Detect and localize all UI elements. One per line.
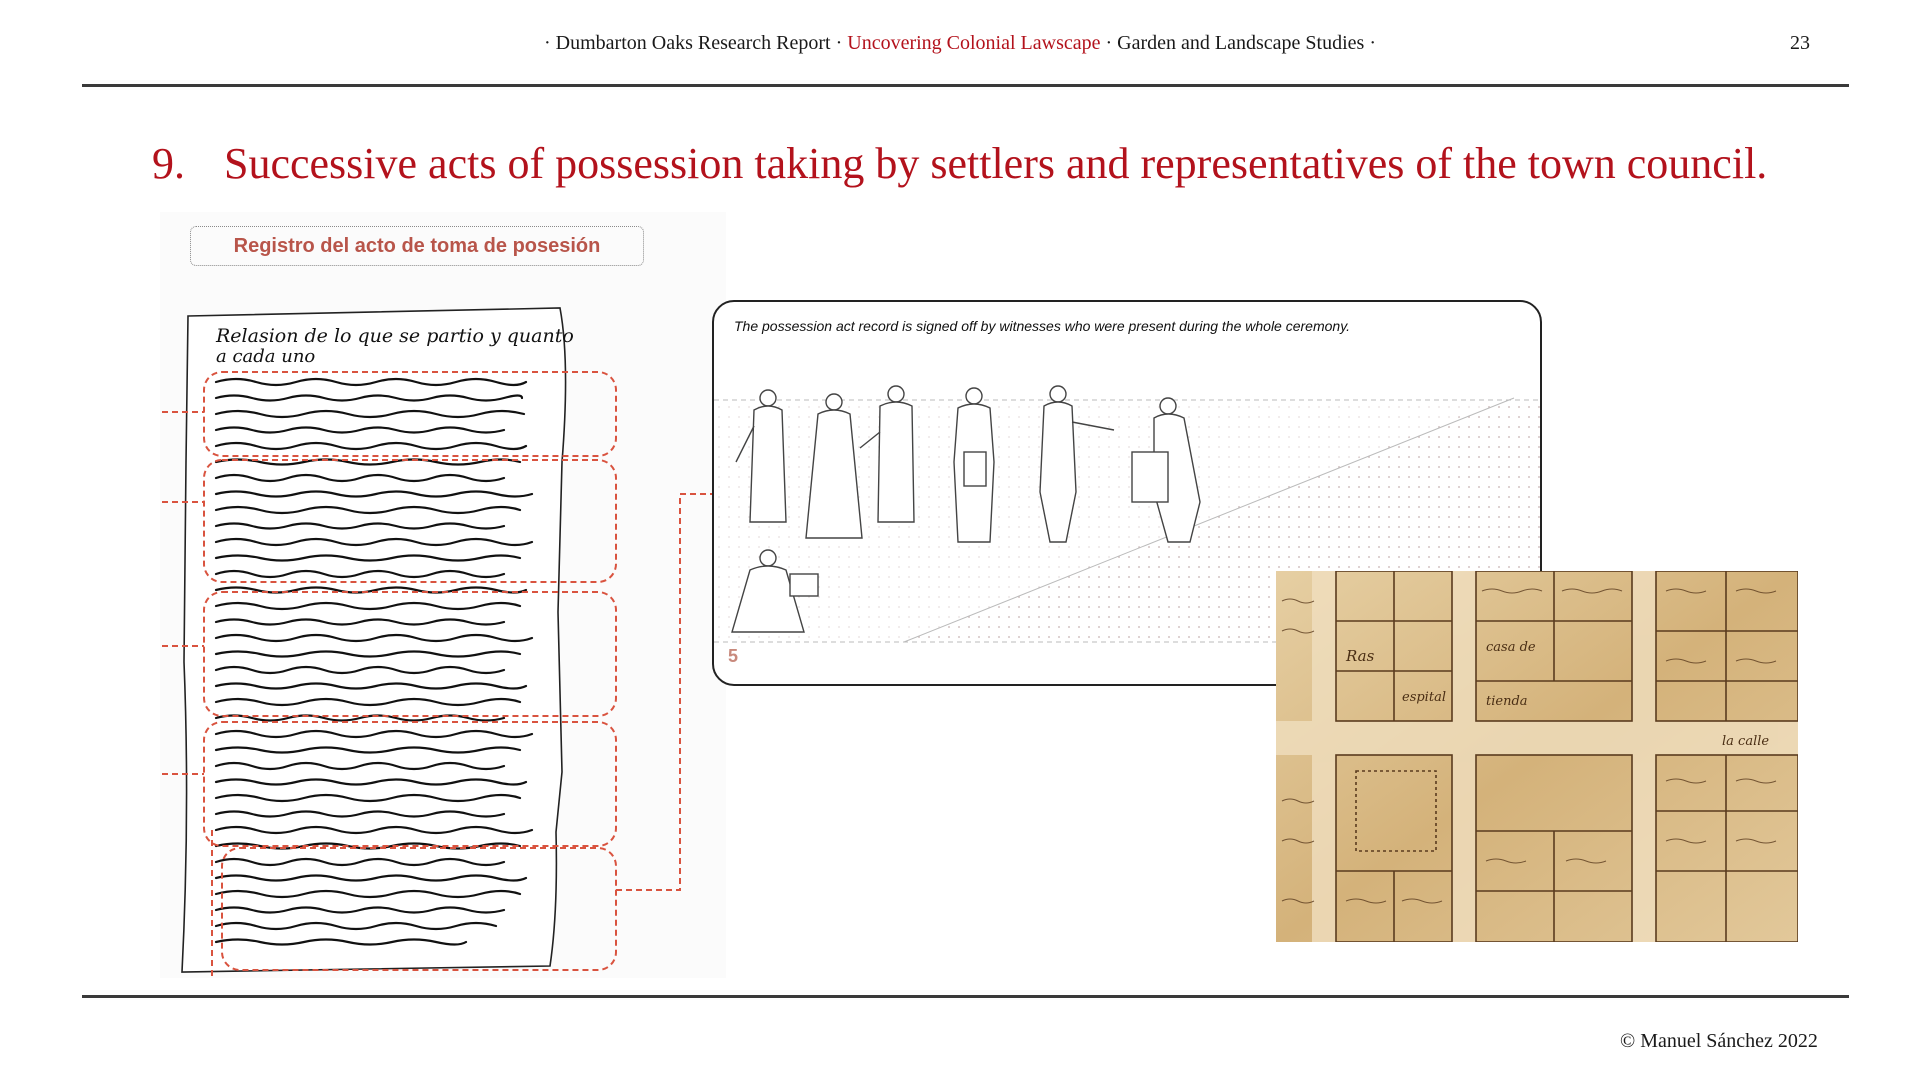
manuscript-drawing [160, 212, 726, 978]
illustration-caption: The possession act record is signed off by witnesses who were present during the whole ceremony. [734, 318, 1351, 334]
report-header [0, 0, 1920, 88]
colonial-map-drawing [1276, 571, 1798, 942]
title-text: Successive acts of possession taking by settlers and representatives of the town council. [224, 139, 1768, 188]
page-title [152, 138, 1767, 189]
manuscript-figure [160, 212, 726, 978]
map-cell-calle: la calle [1722, 734, 1770, 749]
map-cell-ras: Ras [1346, 647, 1375, 665]
copyright-footer: © Manuel Sánchez 2022 [1620, 1030, 1818, 1052]
illustration-number: 5 [728, 646, 739, 666]
header-text [0, 32, 1920, 55]
header-prefix: · Dumbarton Oaks Research Report · [544, 32, 843, 54]
manuscript-heading-line1: Relasion de lo que se partio y quanto [216, 325, 574, 347]
colonial-map-photo [1276, 571, 1798, 942]
manuscript-label: Registro del acto de toma de posesión [190, 226, 644, 266]
page-number: 23 [1790, 32, 1810, 54]
map-cell-tienda: tienda [1486, 694, 1528, 709]
manuscript-heading-line2: a cada uno [216, 346, 316, 367]
header-highlight: Uncovering Colonial Lawscape [847, 32, 1101, 54]
map-cell-espital: espital [1402, 690, 1446, 705]
bottom-divider [82, 995, 1849, 998]
map-cell-casa: casa de [1486, 640, 1536, 655]
header-suffix: · Garden and Landscape Studies · [1105, 32, 1376, 54]
top-divider [82, 84, 1849, 87]
title-number: 9. [152, 139, 185, 188]
